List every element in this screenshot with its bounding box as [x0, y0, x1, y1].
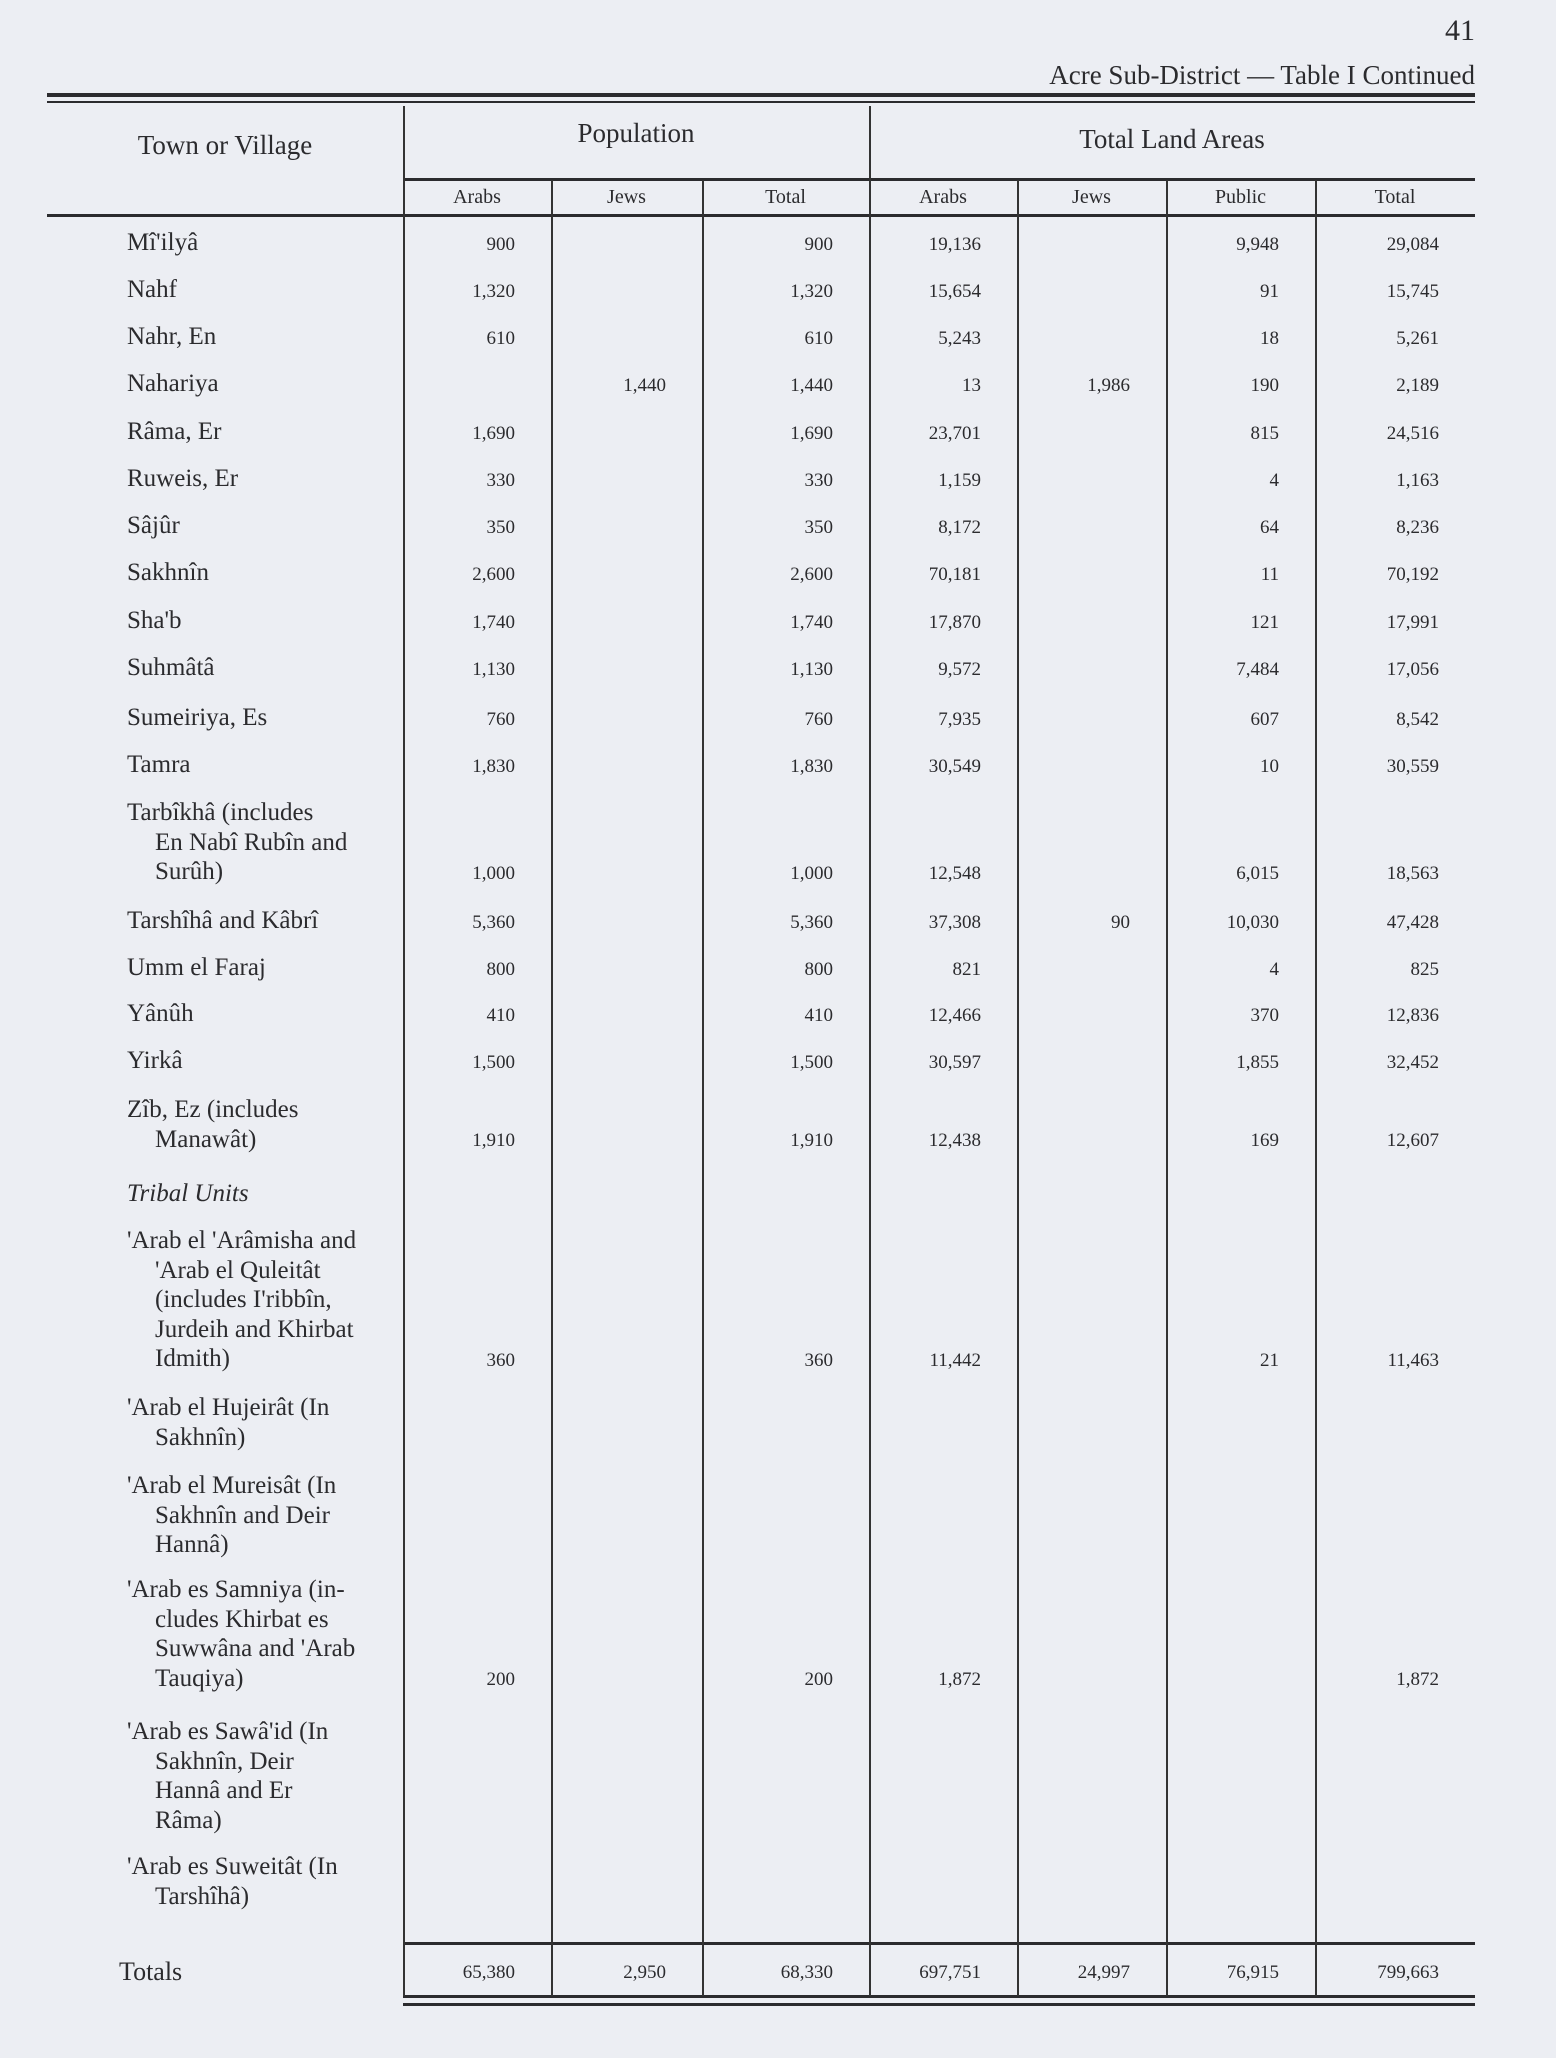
cell-land-public: 18 — [1260, 327, 1279, 349]
cell-land-arabs: 23,701 — [928, 422, 981, 444]
cell-pop-arabs: 1,130 — [472, 658, 515, 680]
town-name-line: Ruweis, Er — [127, 465, 239, 492]
top-rule-thin — [47, 101, 1475, 103]
column-header-pop-jews: Jews — [607, 186, 646, 208]
cell-pop-total: 1,690 — [790, 422, 833, 444]
section-heading-row — [0, 1179, 1556, 1209]
table-row — [0, 417, 1556, 447]
cell-land-total: 17,991 — [1386, 611, 1439, 633]
cell-land-total: 30,559 — [1386, 755, 1439, 777]
table-row — [0, 798, 1556, 887]
town-name — [127, 906, 392, 936]
cell-land-public: 10 — [1260, 755, 1279, 777]
cell-land-total: 1,163 — [1396, 469, 1439, 491]
cell-pop-total: 410 — [804, 1004, 833, 1026]
cell-pop-arabs: 410 — [486, 1004, 515, 1026]
town-name-line: Sakhnîn — [127, 559, 209, 586]
town-name — [127, 511, 392, 541]
table-row — [0, 275, 1556, 305]
cell-pop-arabs: 360 — [486, 1349, 515, 1371]
cell-land-arabs: 15,654 — [928, 280, 981, 302]
cell-land-public: 4 — [1269, 958, 1279, 980]
town-name-line: Tribal Units — [127, 1180, 249, 1207]
header-population: Population — [577, 118, 695, 148]
town-name-line: Sakhnîn, Deir — [155, 1747, 294, 1775]
cell-land-public: 21 — [1260, 1349, 1279, 1371]
cell-land-public: 607 — [1250, 708, 1279, 730]
cell-land-total: 24,516 — [1386, 422, 1439, 444]
cell-pop-arabs: 1,000 — [472, 862, 515, 884]
town-name-line: Jurdeih and Khirbat — [155, 1315, 354, 1343]
cell-land-arabs: 11,442 — [929, 1349, 981, 1371]
town-name-line: 'Arab el 'Arâmisha and — [127, 1227, 357, 1254]
running-head: Acre Sub-District — Table I Continued — [1049, 60, 1475, 90]
town-name — [127, 1575, 392, 1693]
table-row — [0, 953, 1556, 983]
cell-land-total: 5,261 — [1396, 327, 1439, 349]
cell-land-total: 12,607 — [1386, 1130, 1439, 1151]
town-name-line: Suwwâna and 'Arab — [155, 1635, 356, 1662]
town-name — [127, 369, 392, 399]
cell-land-total: 47,428 — [1386, 911, 1439, 933]
town-name-line: Râma) — [155, 1806, 222, 1834]
cell-pop-arabs: 2,600 — [472, 563, 515, 585]
cell-pop-total: 800 — [804, 958, 833, 980]
cell-pop-arabs: 1,830 — [472, 755, 515, 777]
town-name-line: Suhmâtâ — [127, 654, 215, 681]
cell-pop-total: 1,910 — [790, 1130, 833, 1151]
cell-pop-total: 1,320 — [790, 280, 833, 302]
cell-pop-total: 1,830 — [790, 755, 833, 777]
table-row — [0, 1226, 1556, 1374]
cell-land-arabs: 37,308 — [928, 911, 981, 933]
cell-pop-arabs: 1,500 — [472, 1051, 515, 1073]
town-name — [127, 417, 392, 447]
cell-land-public: 1,855 — [1236, 1051, 1279, 1073]
cell-pop-total: 1,000 — [790, 862, 833, 884]
cell-pop-arabs: 200 — [486, 1669, 515, 1690]
town-name-line: En Nabî Rubîn and — [155, 828, 348, 856]
cell-pop-total: 330 — [804, 469, 833, 491]
cell-land-jews: 90 — [1111, 911, 1130, 933]
cell-land-public: 815 — [1250, 422, 1279, 444]
town-name — [127, 322, 392, 352]
totals-label: Totals — [119, 1956, 183, 1986]
cell-pop-arabs: 1,910 — [472, 1130, 515, 1151]
cell-pop-total: 1,130 — [790, 658, 833, 680]
town-name — [127, 558, 392, 588]
cell-land-total: 799,663 — [1377, 1962, 1439, 1983]
town-name-line: 'Arab es Suweitât (In — [127, 1853, 338, 1880]
town-name-line: Râma, Er — [127, 418, 222, 445]
cell-pop-jews: 1,440 — [623, 374, 666, 396]
bottom-rule-2 — [403, 2003, 1475, 2006]
town-name-line: cludes Khirbat es — [155, 1605, 329, 1633]
cell-land-jews: 24,997 — [1077, 1962, 1130, 1983]
table-row — [0, 750, 1556, 780]
town-name-line: 'Arab el Quleitât — [155, 1256, 321, 1284]
cell-land-total: 12,836 — [1386, 1004, 1439, 1026]
cell-pop-arabs: 1,740 — [472, 611, 515, 633]
cell-land-total: 18,563 — [1386, 862, 1439, 884]
cell-land-public: 7,484 — [1236, 658, 1279, 680]
cell-pop-arabs: 610 — [486, 327, 515, 349]
town-name-line: Nahariya — [127, 370, 219, 397]
town-name-line: 'Arab es Sawâ'id (In — [127, 1718, 329, 1745]
town-name-line: Sakhnîn and Deir — [155, 1501, 330, 1529]
cell-pop-total: 1,740 — [790, 611, 833, 633]
town-name-line: 'Arab el Mureisât (In — [127, 1472, 337, 1499]
table-row — [0, 558, 1556, 588]
town-name-line: 'Arab es Samniya (in- — [127, 1576, 345, 1603]
cell-pop-total: 760 — [804, 708, 833, 730]
town-name-line: Idmith) — [155, 1345, 230, 1372]
table-row — [0, 1393, 1556, 1452]
table-row — [0, 1852, 1556, 1911]
cell-land-arabs: 5,243 — [938, 327, 981, 349]
cell-pop-arabs: 65,380 — [462, 1962, 515, 1983]
cell-land-arabs: 821 — [952, 958, 981, 980]
header-town-or-village: Town or Village — [137, 130, 313, 160]
town-name-line: Mî'ilyâ — [127, 229, 199, 256]
town-name-line: Yânûh — [127, 1000, 194, 1027]
town-name — [127, 228, 392, 258]
cell-pop-arabs: 350 — [486, 516, 515, 538]
cell-pop-total: 2,600 — [790, 563, 833, 585]
town-name — [127, 1471, 392, 1560]
town-name — [127, 606, 392, 636]
cell-land-arabs: 12,548 — [928, 862, 981, 884]
cell-land-total: 8,542 — [1396, 708, 1439, 730]
cell-pop-total: 5,360 — [790, 911, 833, 933]
table-row — [0, 906, 1556, 936]
town-name-line: Surûh) — [155, 858, 224, 885]
table-row — [0, 1471, 1556, 1560]
cell-pop-arabs: 1,320 — [472, 280, 515, 302]
cell-land-arabs: 1,159 — [938, 469, 981, 491]
column-header-pop-total: Total — [765, 186, 806, 208]
town-name — [127, 703, 392, 733]
cell-land-arabs: 13 — [962, 374, 981, 396]
page-number: 41 — [1445, 14, 1475, 47]
town-name — [127, 1717, 392, 1835]
cell-land-total: 70,192 — [1386, 563, 1439, 585]
table-row — [0, 703, 1556, 733]
table-row — [0, 653, 1556, 683]
cell-land-public: 10,030 — [1226, 911, 1279, 933]
table-row — [0, 1575, 1556, 1693]
cell-land-arabs: 697,751 — [919, 1962, 981, 1983]
section-heading — [127, 1179, 392, 1209]
cell-land-arabs: 7,935 — [938, 708, 981, 730]
town-name-line: Tarshîhâ) — [155, 1882, 250, 1910]
town-name — [127, 999, 392, 1029]
town-name — [127, 1095, 392, 1154]
town-name — [127, 275, 392, 305]
town-name — [127, 953, 392, 983]
cell-land-total: 1,872 — [1396, 1669, 1439, 1690]
cell-land-total: 11,463 — [1387, 1349, 1439, 1371]
table-row — [0, 606, 1556, 636]
cell-land-public: 91 — [1260, 280, 1279, 302]
cell-pop-total: 610 — [804, 327, 833, 349]
cell-land-arabs: 17,870 — [928, 611, 981, 633]
cell-land-public: 121 — [1250, 611, 1279, 633]
column-header-land-jews: Jews — [1072, 186, 1111, 208]
cell-land-arabs: 8,172 — [938, 516, 981, 538]
cell-pop-total: 200 — [804, 1669, 833, 1690]
cell-pop-total: 350 — [804, 516, 833, 538]
town-name-line: 'Arab el Hujeirât (In — [127, 1394, 330, 1421]
town-name — [127, 750, 392, 780]
cell-pop-total: 1,440 — [790, 374, 833, 396]
town-name — [127, 464, 392, 494]
column-header-land-total: Total — [1374, 186, 1416, 208]
cell-pop-arabs: 800 — [486, 958, 515, 980]
town-name-line: Zîb, Ez (includes — [127, 1096, 299, 1123]
town-name — [127, 1046, 392, 1076]
cell-pop-total: 360 — [804, 1349, 833, 1371]
cell-pop-arabs: 760 — [486, 708, 515, 730]
town-name-line: Umm el Faraj — [127, 954, 266, 981]
cell-land-public: 370 — [1250, 1004, 1279, 1026]
town-name-line: Sâjûr — [127, 512, 180, 539]
top-rule-thick — [47, 93, 1475, 97]
table-row — [0, 464, 1556, 494]
cell-land-total: 825 — [1410, 958, 1439, 980]
header-bottom-rule — [47, 214, 1475, 217]
cell-land-total: 8,236 — [1396, 516, 1439, 538]
table-row — [0, 1717, 1556, 1835]
town-name — [127, 1852, 392, 1911]
town-name-line: Tauqiya) — [155, 1664, 244, 1692]
table-row — [0, 1046, 1556, 1076]
cell-land-arabs: 30,597 — [928, 1051, 981, 1073]
town-name — [127, 1226, 392, 1374]
table-row — [0, 1095, 1556, 1154]
town-name-line: (includes I'ribbîn, — [155, 1286, 332, 1313]
cell-land-arabs: 9,572 — [938, 658, 981, 680]
table-row — [0, 999, 1556, 1029]
column-header-land-arabs: Arabs — [919, 186, 967, 208]
town-name-line: Manawât) — [155, 1125, 257, 1153]
town-name-line: Hannâ and Er — [155, 1777, 293, 1804]
cell-pop-arabs: 5,360 — [472, 911, 515, 933]
column-header-pop-arabs: Arabs — [453, 186, 501, 208]
cell-land-public: 64 — [1260, 516, 1279, 538]
cell-land-public: 11 — [1260, 563, 1279, 585]
town-name-line: Yirkâ — [127, 1047, 183, 1074]
cell-pop-arabs: 1,690 — [472, 422, 515, 444]
cell-land-arabs: 12,438 — [928, 1130, 981, 1151]
cell-land-arabs: 19,136 — [928, 233, 981, 255]
town-name-line: Nahf — [127, 276, 177, 303]
cell-land-total: 15,745 — [1386, 280, 1439, 302]
town-name — [127, 653, 392, 683]
cell-land-public: 9,948 — [1236, 233, 1279, 255]
cell-land-public: 4 — [1269, 469, 1279, 491]
town-name-line: Tarbîkhâ (includes — [127, 799, 314, 826]
town-name-line: Hannâ) — [155, 1531, 229, 1558]
cell-pop-total: 1,500 — [790, 1051, 833, 1073]
table-row — [0, 511, 1556, 541]
town-name-line: Sakhnîn) — [155, 1423, 246, 1451]
table-row — [0, 228, 1556, 258]
cell-land-arabs: 30,549 — [928, 755, 981, 777]
cell-land-public: 76,915 — [1226, 1962, 1279, 1983]
town-name-line: Sha'b — [127, 607, 182, 634]
town-name-line: Tarshîhâ and Kâbrî — [127, 907, 319, 934]
cell-land-total: 2,189 — [1396, 374, 1439, 396]
cell-land-public: 169 — [1250, 1130, 1279, 1151]
town-name-line: Sumeiriya, Es — [127, 704, 268, 731]
town-name-line: Nahr, En — [127, 323, 217, 350]
cell-land-jews: 1,986 — [1087, 374, 1130, 396]
header-total-land-areas: Total Land Areas — [1079, 124, 1265, 154]
cell-land-public: 6,015 — [1236, 862, 1279, 884]
cell-land-total: 29,084 — [1386, 233, 1439, 255]
town-name — [127, 798, 392, 887]
cell-pop-arabs: 330 — [486, 469, 515, 491]
cell-land-total: 32,452 — [1386, 1051, 1439, 1073]
cell-pop-jews: 2,950 — [623, 1962, 666, 1983]
table-row — [0, 369, 1556, 399]
cell-pop-arabs: 900 — [486, 233, 515, 255]
table-row — [0, 322, 1556, 352]
cell-pop-total: 900 — [804, 233, 833, 255]
cell-pop-total: 68,330 — [780, 1962, 833, 1983]
town-name-line: Tamra — [127, 751, 191, 778]
cell-land-public: 190 — [1250, 374, 1279, 396]
cell-land-arabs: 1,872 — [938, 1669, 981, 1690]
totals-row — [0, 1954, 1556, 1986]
cell-land-total: 17,056 — [1386, 658, 1439, 680]
town-name — [127, 1393, 392, 1452]
cell-land-arabs: 12,466 — [928, 1004, 981, 1026]
column-header-land-public: Public — [1214, 186, 1267, 208]
cell-land-arabs: 70,181 — [928, 563, 981, 585]
